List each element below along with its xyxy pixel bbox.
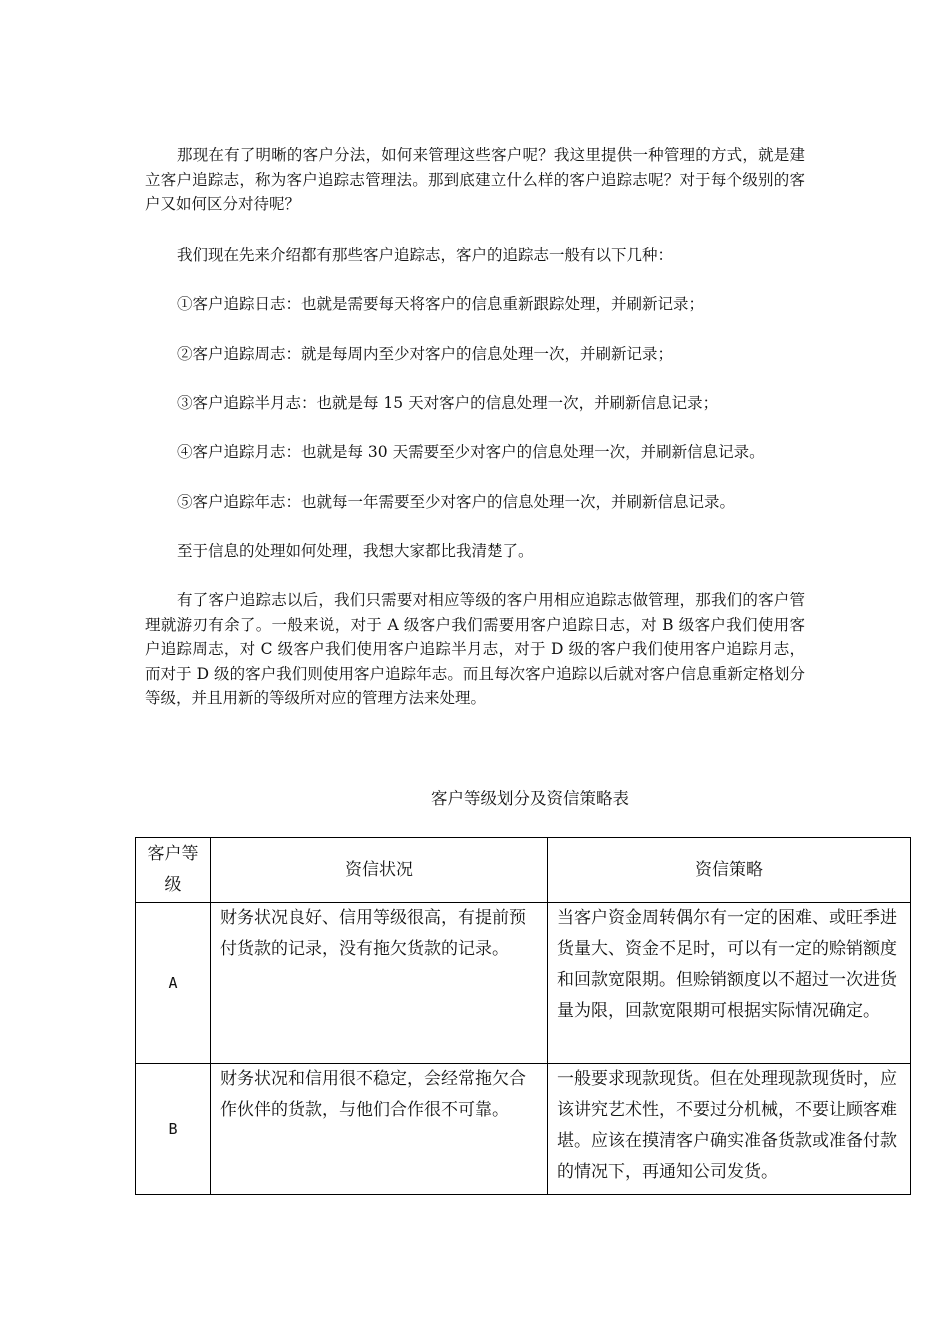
- tracking-type-weekly: ②客户追踪周志：就是每周内至少对客户的信息处理一次，并刷新记录；: [177, 345, 674, 363]
- credit-policy-table: [135, 837, 911, 1195]
- processing-line: 至于信息的处理如何处理，我想大家都比我清楚了。: [177, 542, 534, 560]
- intro-paragraph: 那现在有了明晰的客户分法，如何来管理这些客户呢？我这里提供一种管理的方式，就是建立客户追踪志，称为客户追踪志管理法。那到底建立什么样的客户追踪志呢？对于每个级别的客户又如何区分对待呢？: [145, 146, 805, 213]
- types-intro-line: 我们现在先来介绍都有那些客户追踪志，客户的追踪志一般有以下几种：: [177, 246, 674, 264]
- table-header-row: [136, 838, 911, 903]
- row-level: B: [136, 1064, 211, 1195]
- header-policy: 资信策略: [548, 838, 911, 903]
- tracking-type-daily: ①客户追踪日志：也就是需要每天将客户的信息重新跟踪处理，并刷新记录；: [177, 295, 705, 313]
- row-status: 财务状况和信用很不稳定，会经常拖欠合作伙伴的货款，与他们合作很不可靠。: [211, 1064, 548, 1195]
- row-policy: 当客户资金周转偶尔有一定的困难、或旺季进货量大、资金不足时，可以有一定的赊销额度和回款宽限期。但赊销额度以不超过一次进货量为限，回款宽限期可根据实际情况确定。: [548, 903, 911, 1064]
- header-level: 客户等级: [136, 838, 211, 903]
- tracking-type-monthly: ④客户追踪月志：也就是每 30 天需要至少对客户的信息处理一次，并刷新信息记录。: [177, 443, 765, 461]
- row-policy: 一般要求现款现货。但在处理现款现货时，应该讲究艺术性，不要过分机械，不要让顾客难堪。应该在摸清客户确实准备货款或准备付款的情况下，再通知公司发货。: [548, 1064, 911, 1195]
- row-level: A: [136, 903, 211, 1064]
- tracking-type-yearly: ⑤客户追踪年志：也就每一年需要至少对客户的信息处理一次，并刷新信息记录。: [177, 493, 736, 511]
- tracking-type-half-month: ③客户追踪半月志：也就是每 15 天对客户的信息处理一次，并刷新信息记录；: [177, 394, 719, 412]
- conclusion-paragraph: 有了客户追踪志以后，我们只需要对相应等级的客户用相应追踪志做管理，那我们的客户管理就游刃有余了。一般来说，对于 A 级客户我们需要用客户追踪日志，对 B 级客户我们使用客户追踪周志，对 C 级客户我们使用客户追踪半月志，对于 D 级的客户我们使用客户追踪月志，而对于 D 级的客户我们则使用客户追踪年志。而且每次客户追踪以后就对客户信息重新定格划分等级，并且用新的等级所对应的管理方法来处理。: [145, 591, 805, 707]
- header-status: 资信状况: [211, 838, 548, 903]
- row-status: 财务状况良好、信用等级很高，有提前预付货款的记录，没有拖欠货款的记录。: [211, 903, 548, 1064]
- table-row: [136, 903, 911, 1064]
- table-title: 客户等级划分及资信策略表: [431, 789, 629, 808]
- table-row: [136, 1064, 911, 1195]
